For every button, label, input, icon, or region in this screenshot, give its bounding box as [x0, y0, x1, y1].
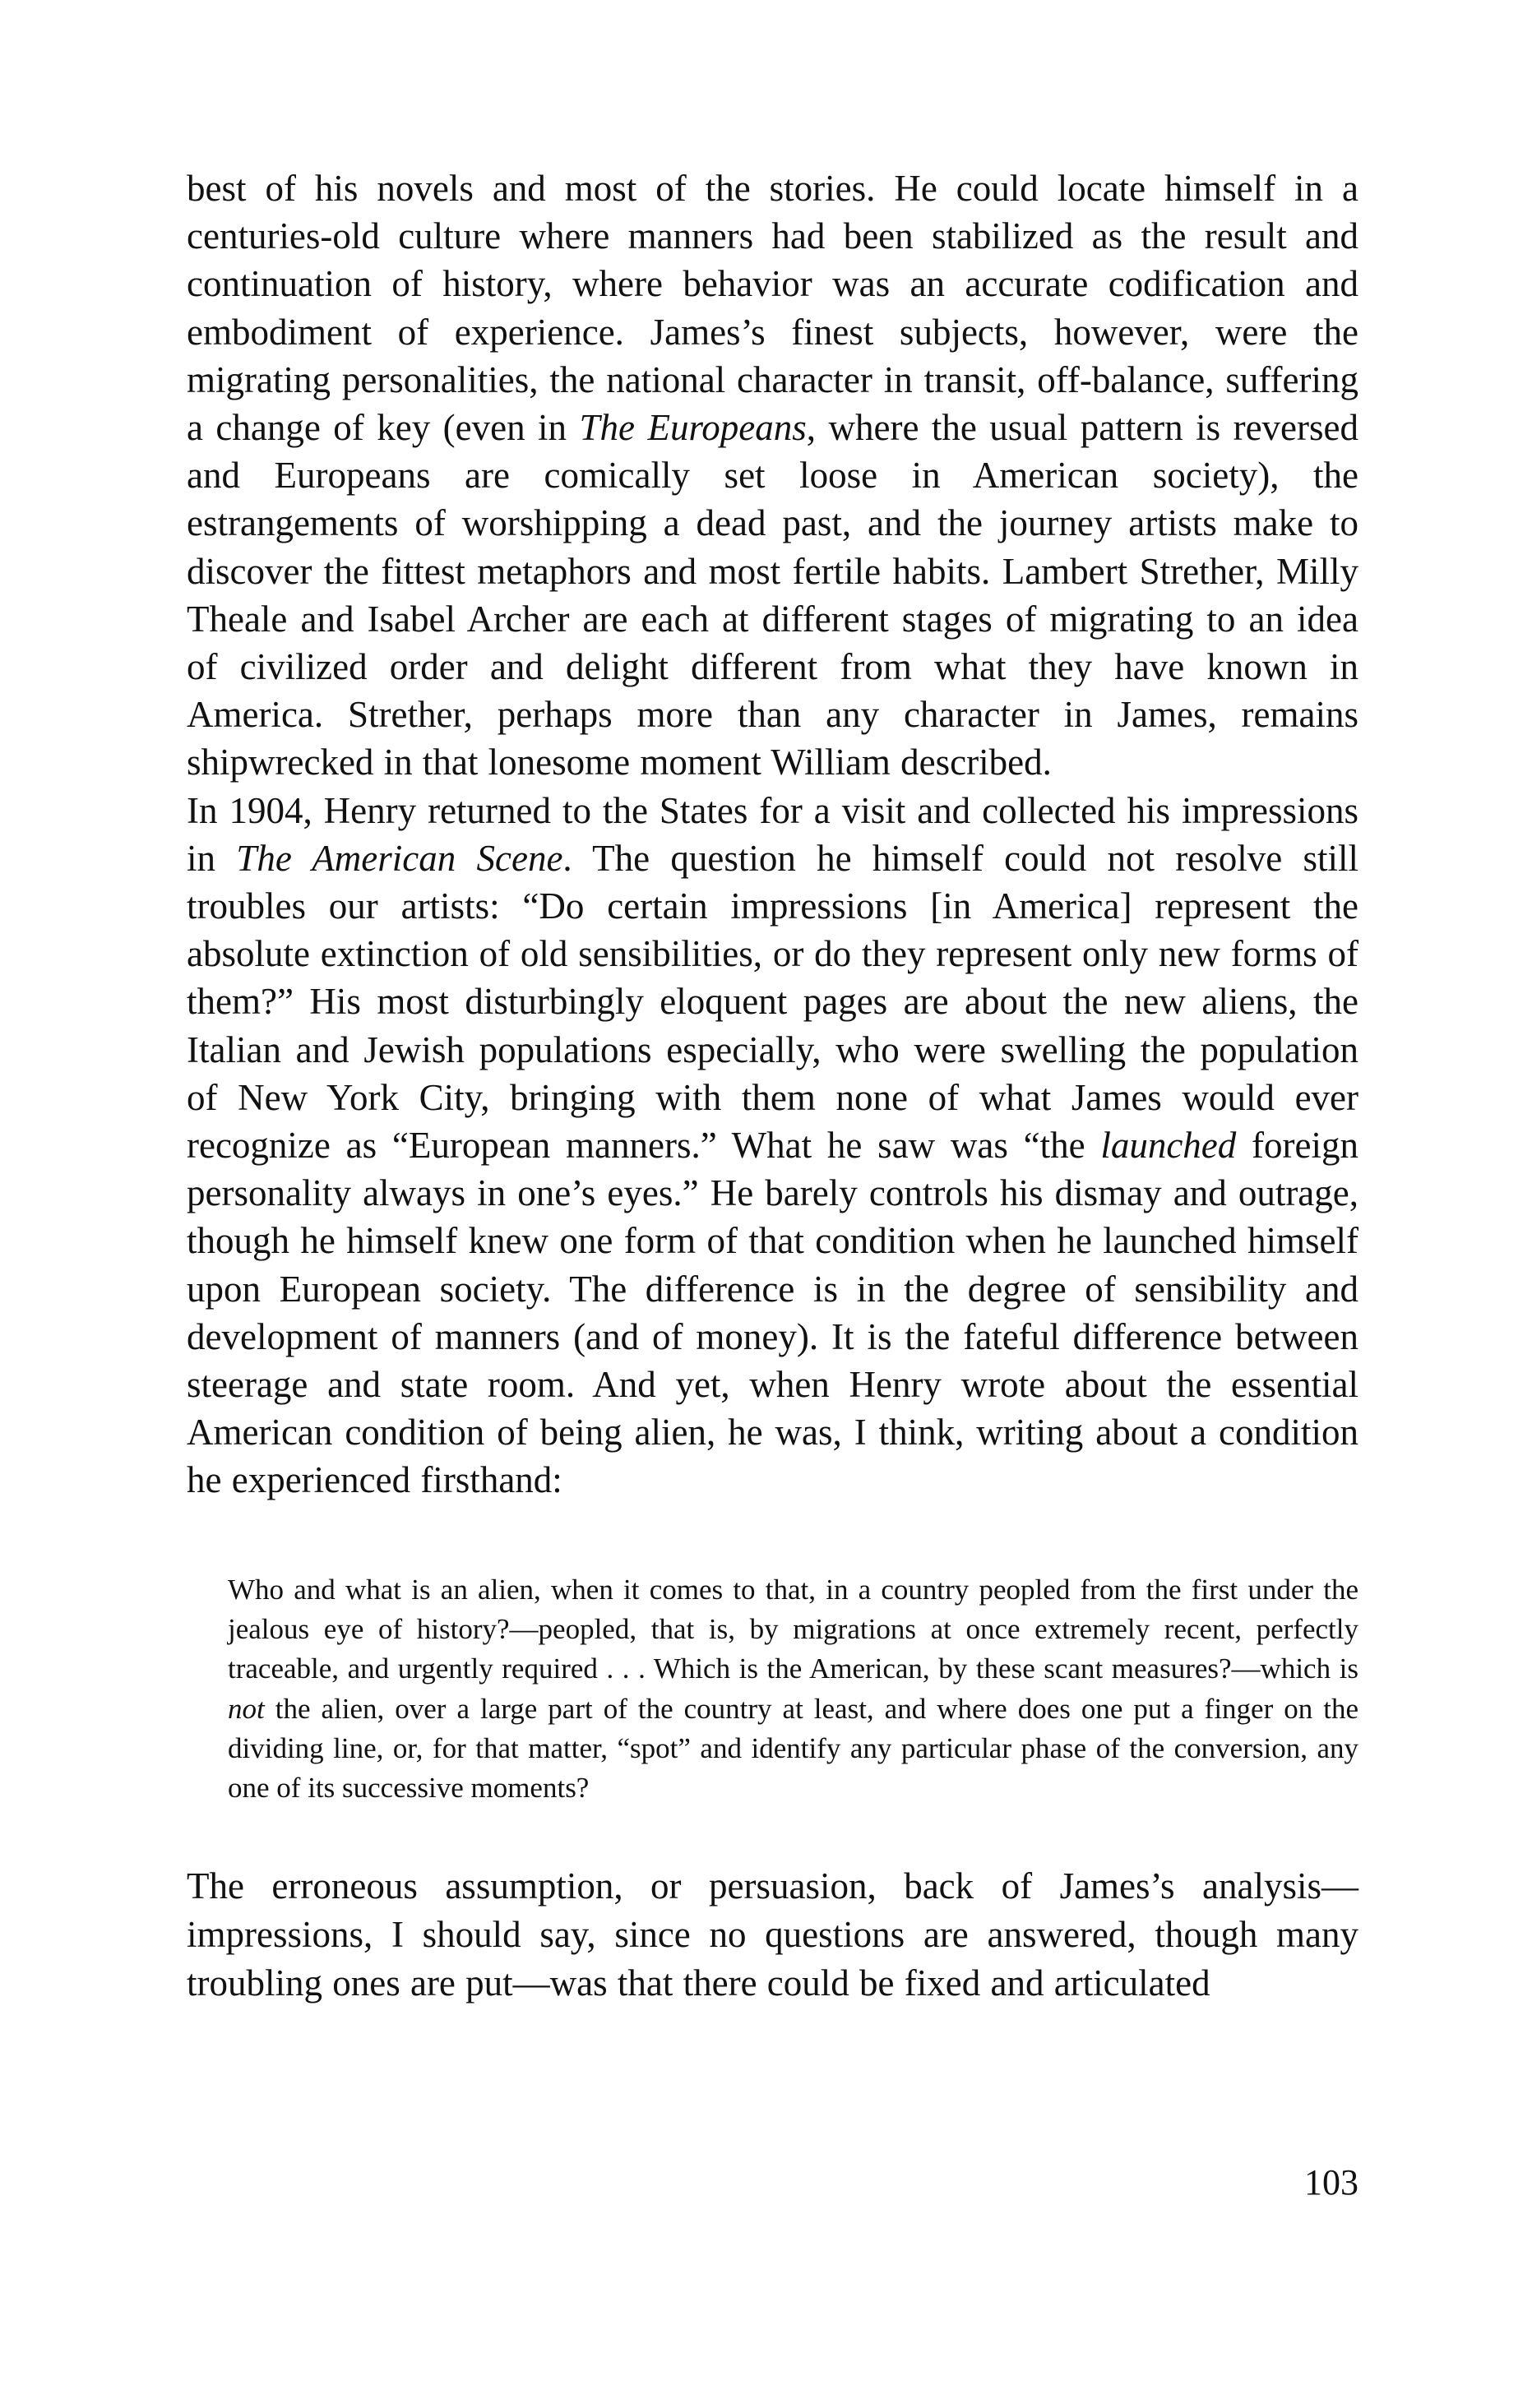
paragraph-2-text-c: foreign personality always in one’s eyes.” He barely controls his dismay and outrage, though he himself knew one form of that condition when he launched himself upon European society. The difference is in the degree of sensibility and development of manners (and of money). It is the fateful difference between steerage and state room. And yet, when Henry wrote about the essential American condition of being alien, he was, I think, writing about a condition he experienced firsthand: [187, 1125, 1358, 1501]
title-the-europeans: The Europeans [579, 407, 807, 449]
page-number: 103 [1304, 2162, 1358, 2202]
paragraph-2-text-a: In 1904, Henry returned to the States for a visit and collected his impressions in [187, 789, 1358, 879]
title-the-american-scene: The American Scene [236, 837, 563, 879]
paragraph-1-text-b: , where the usual pattern is reversed and Europeans are comically set loose in American society), the estrangements of worshipping a dead past, and the journey artists make to discover the fittest metaphors and most fertile habits. Lambert Strether, Milly Theale and Isabel Archer are each at different stages of migrating to an idea of civilized order and delight different from what they have known in America. Strether, perhaps more than any character in James, remains shipwrecked in that lonesome moment William described. [187, 407, 1358, 783]
body-paragraph-3 [187, 1862, 1358, 2008]
body-paragraph-1 [187, 164, 1358, 787]
quote-text-a: Who and what is an alien, when it comes to that, in a country peopled from the first under the jealous eye of history?—peopled, that is, by migrations at once extremely recent, perfectly traceable, and urgently required . . . Which is the American, by these scant measures?—which is [228, 1573, 1358, 1685]
page-body [187, 164, 1358, 2008]
quote-text-b: the alien, over a large part of the country at least, and where does one put a finger on the dividing line, or, for that matter, “spot” and identify any particular phase of the conversion, any one of its successive moments? [228, 1692, 1358, 1805]
emphasis-launched: launched [1100, 1125, 1237, 1167]
paragraph-2-text-b: . The question he himself could not resolve still troubles our artists: “Do certain impressions [in America] represent the absolute extinction of old sensibilities, or do they represent only new forms of them?” His most disturbingly eloquent pages are about the new aliens, the Italian and Jewish populations especially, who were swelling the population of New York City, bringing with them none of what James would ever recognize as “European manners.” What he saw was “the [187, 837, 1358, 1167]
paragraph-3-text: The erroneous assumption, or persuasion, back of James’s analysis—impressions, I should say, since no questions are answered, though many troubling ones are put—was that there could be fixed and articulated [187, 1865, 1358, 2004]
paragraph-1-text-a: best of his novels and most of the stories. He could locate himself in a centuries-old culture where manners had been stabilized as the result and continuation of history, where behavior was an accurate codification and embodiment of experience. James’s finest subjects, however, were the migrating personalities, the national character in transit, off-balance, suffering a change of key (even in [187, 168, 1358, 449]
body-paragraph-2 [187, 787, 1358, 1504]
block-quotation [187, 1570, 1358, 1809]
emphasis-not: not [228, 1692, 265, 1725]
